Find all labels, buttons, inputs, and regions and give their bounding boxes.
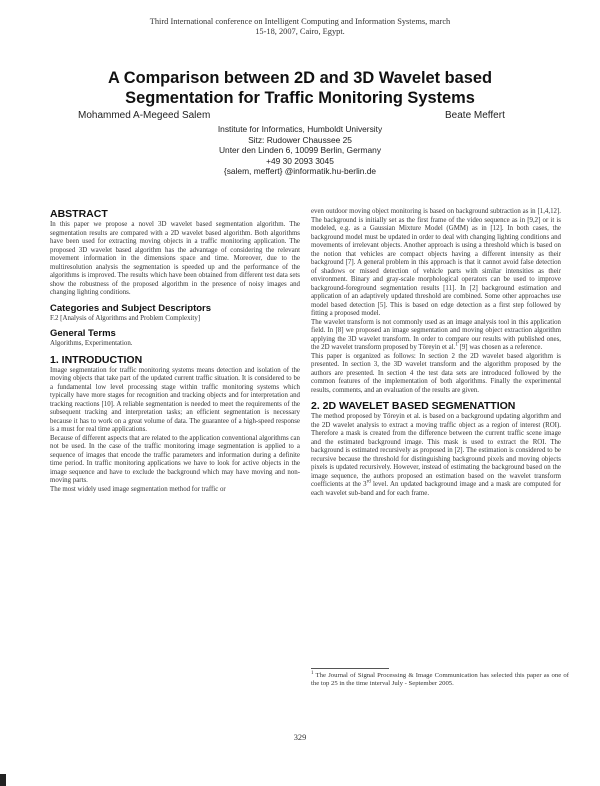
affiliation-line-1: Institute for Informatics, Humboldt University <box>217 124 383 134</box>
footnote-mark: 1 <box>311 670 314 676</box>
categories-text: F.2 [Analysis of Algorithms and Problem Complexity] <box>50 314 201 322</box>
section-2-heading: 2. 2D WAVELET BASED SEGMENATTION <box>311 400 516 412</box>
author-1: Mohammed A-Megeed Salem <box>78 110 211 121</box>
author-2: Beate Meffert <box>445 110 505 121</box>
intro-continued-paragraph-2 <box>311 319 561 353</box>
categories-heading: Categories and Subject Descriptors <box>50 302 212 314</box>
section-2-paragraph-1 <box>311 413 561 498</box>
section-2-text: The method proposed by Töreyin et al. is based on a background updating algorithm and the 2D wavelet analysis to extract a moving traffic object as a region of interest (ROI). Therefore a mask is created from the difference between the current traffic scene image and the estimated background image. This mask is used to extract the ROI. The background is estimated recursively as proposed in [2]. The estimation is considered to be recursive because the threshold for distinguishing background pixels and moving objects pixels is updated recursively. However, instead of estimating the background based on the image sequence, the authors proposed an estimation based on the wavelet transform coefficients at the 3 <box>311 413 561 488</box>
abstract-heading: ABSTRACT <box>50 208 108 220</box>
introduction-paragraph-3: The most widely used image segmentation method for traffic or <box>50 485 226 493</box>
page-number: 329 <box>293 733 307 742</box>
general-terms-heading: General Terms <box>50 328 116 339</box>
footnote-rule <box>311 668 389 669</box>
paper-title <box>0 68 600 108</box>
title-line-1: A Comparison between 2D and 3D Wavelet based <box>107 69 493 87</box>
title-line-2: Segmentation for Traffic Monitoring Systems <box>125 89 475 107</box>
general-terms-text: Algorithms, Experimentation. <box>50 340 133 347</box>
scan-corner-mark <box>0 774 6 786</box>
footnote-ref: 1 <box>455 342 458 348</box>
abstract-text: In this paper we propose a novel 3D wavelet based segmentation algorithm. The segmentation results are compared with a 2D wavelet based algorithm. Both algorithms have been used for extracting moving objects in a traffic monitoring application. The proposed 3D wavelet based algorithm has the advantage of considering the relevant movement information in the dimensions space and time. Moreover, due to the multiresolution analysis the segmentation is speeded up and the performance of the algorithms is improved. The results which have been obtained from different test data sets show the robustness of the proposed algorithm in the presence of noisy images and changing lighting conditions. <box>50 221 300 296</box>
affiliation-line-3: Unter den Linden 6, 10099 Berlin, Germany <box>218 145 382 156</box>
footnote <box>311 672 569 689</box>
paragraph-2-text: The wavelet transform is not commonly used as an image analysis tool in this application field. In [8] we proposed an image segmentation and moving object extraction algorithm applying the 3D wavelet transform. In order to compare our results with published ones, the 2D wavelet transform proposed by Töreyin et al. <box>311 318 561 351</box>
conference-line-1: Third International conference on Intelligent Computing and Information Systems, march <box>149 17 451 26</box>
introduction-heading: 1. INTRODUCTION <box>50 353 143 366</box>
introduction-paragraph-1: Image segmentation for traffic monitoring systems means detection and isolation of the moving objects that take part of the updated current traffic situation. It is considered to be a fundamental low level processing stage within traffic monitoring systems which typically have more stages for recognition and tracking objects and for interpretation and tracking reactions [10]. A reliable segmentation is needed to meet the requirements of the subsequent tracking and interpretation tasks; an efficient segmentation is necessary because it has to work on a great volume of data. The guarantee of a high-speed response is a must for real time applications. <box>50 366 300 433</box>
affiliation <box>0 124 600 177</box>
conference-header <box>0 17 600 37</box>
affiliation-line-4: +49 30 2093 3045 <box>266 155 334 166</box>
left-column <box>50 208 300 494</box>
footnote-text: The Journal of Signal Processing & Image Communication has selected this paper as one of the top 25 in the time interval July - September 2005. <box>311 672 569 688</box>
introduction-paragraph-2: Because of different aspects that are related to the application conventional algorithms can not be used. In the case of the traffic monitoring image segmentation is applied to a sequence of images that encode the traffic parameters and information during a definite time period. In traffic monitoring applications we have to look for active objects in the image sequence and have to exclude the background which may have moving and non-moving parts. <box>50 434 300 484</box>
intro-continued-paragraph-1: even outdoor moving object monitoring is based on background subtraction as in [1,4,12]. The background is initially set as the first frame of the video sequence as in [9,2] or it is modeled, e.g. as a Gaussian Mixture Model (GMM) as in [12]. In both cases, the background model must be updated in order to deal with changing lighting conditions and movements of irrelevant objects. Another approach is using a threshold which is based on the notion that vehicles are compact objects having a different intensity as their background [7]. A general problem in this approach is that it cannot avoid false detection of shadows or missed detection of vehicle parts with similar intensities as their environment. Binary and gray-scale morphological operators can be used to improve background-foreground segmentation results [11]. In [2] background estimation and application of an adaptively updated threshold are combined. Some other approaches use model based detection [5]. This is based on edge detection as a first step followed by fitting a proposed model. <box>311 208 561 317</box>
right-column <box>311 208 561 498</box>
ordinal-suffix: rd <box>366 479 371 485</box>
paragraph-2-tail: [9] was chosen as a reference. <box>457 344 543 351</box>
section-2-tail: level. An updated background image and a mask are computed for each wavelet sub-band and for each frame. <box>311 481 561 497</box>
conference-line-2: 15-18, 2007, Cairo, Egypt. <box>255 27 345 36</box>
intro-continued-paragraph-3: This paper is organized as follows: In section 2 the 2D wavelet based algorithm is presented. In section 3, the 3D wavelet transform and the algorithm proposed by the authors are presented. In section 4 the test data sets are introduced followed by the common features of the implementation of both algorithms. Finally the experimental results, comments, and an evaluation of the results are given. <box>311 352 561 394</box>
affiliation-line-2: Sitz: Rudower Chaussee 25 <box>248 134 352 145</box>
affiliation-email: {salem, meffert} @informatik.hu-berlin.de <box>223 166 377 177</box>
